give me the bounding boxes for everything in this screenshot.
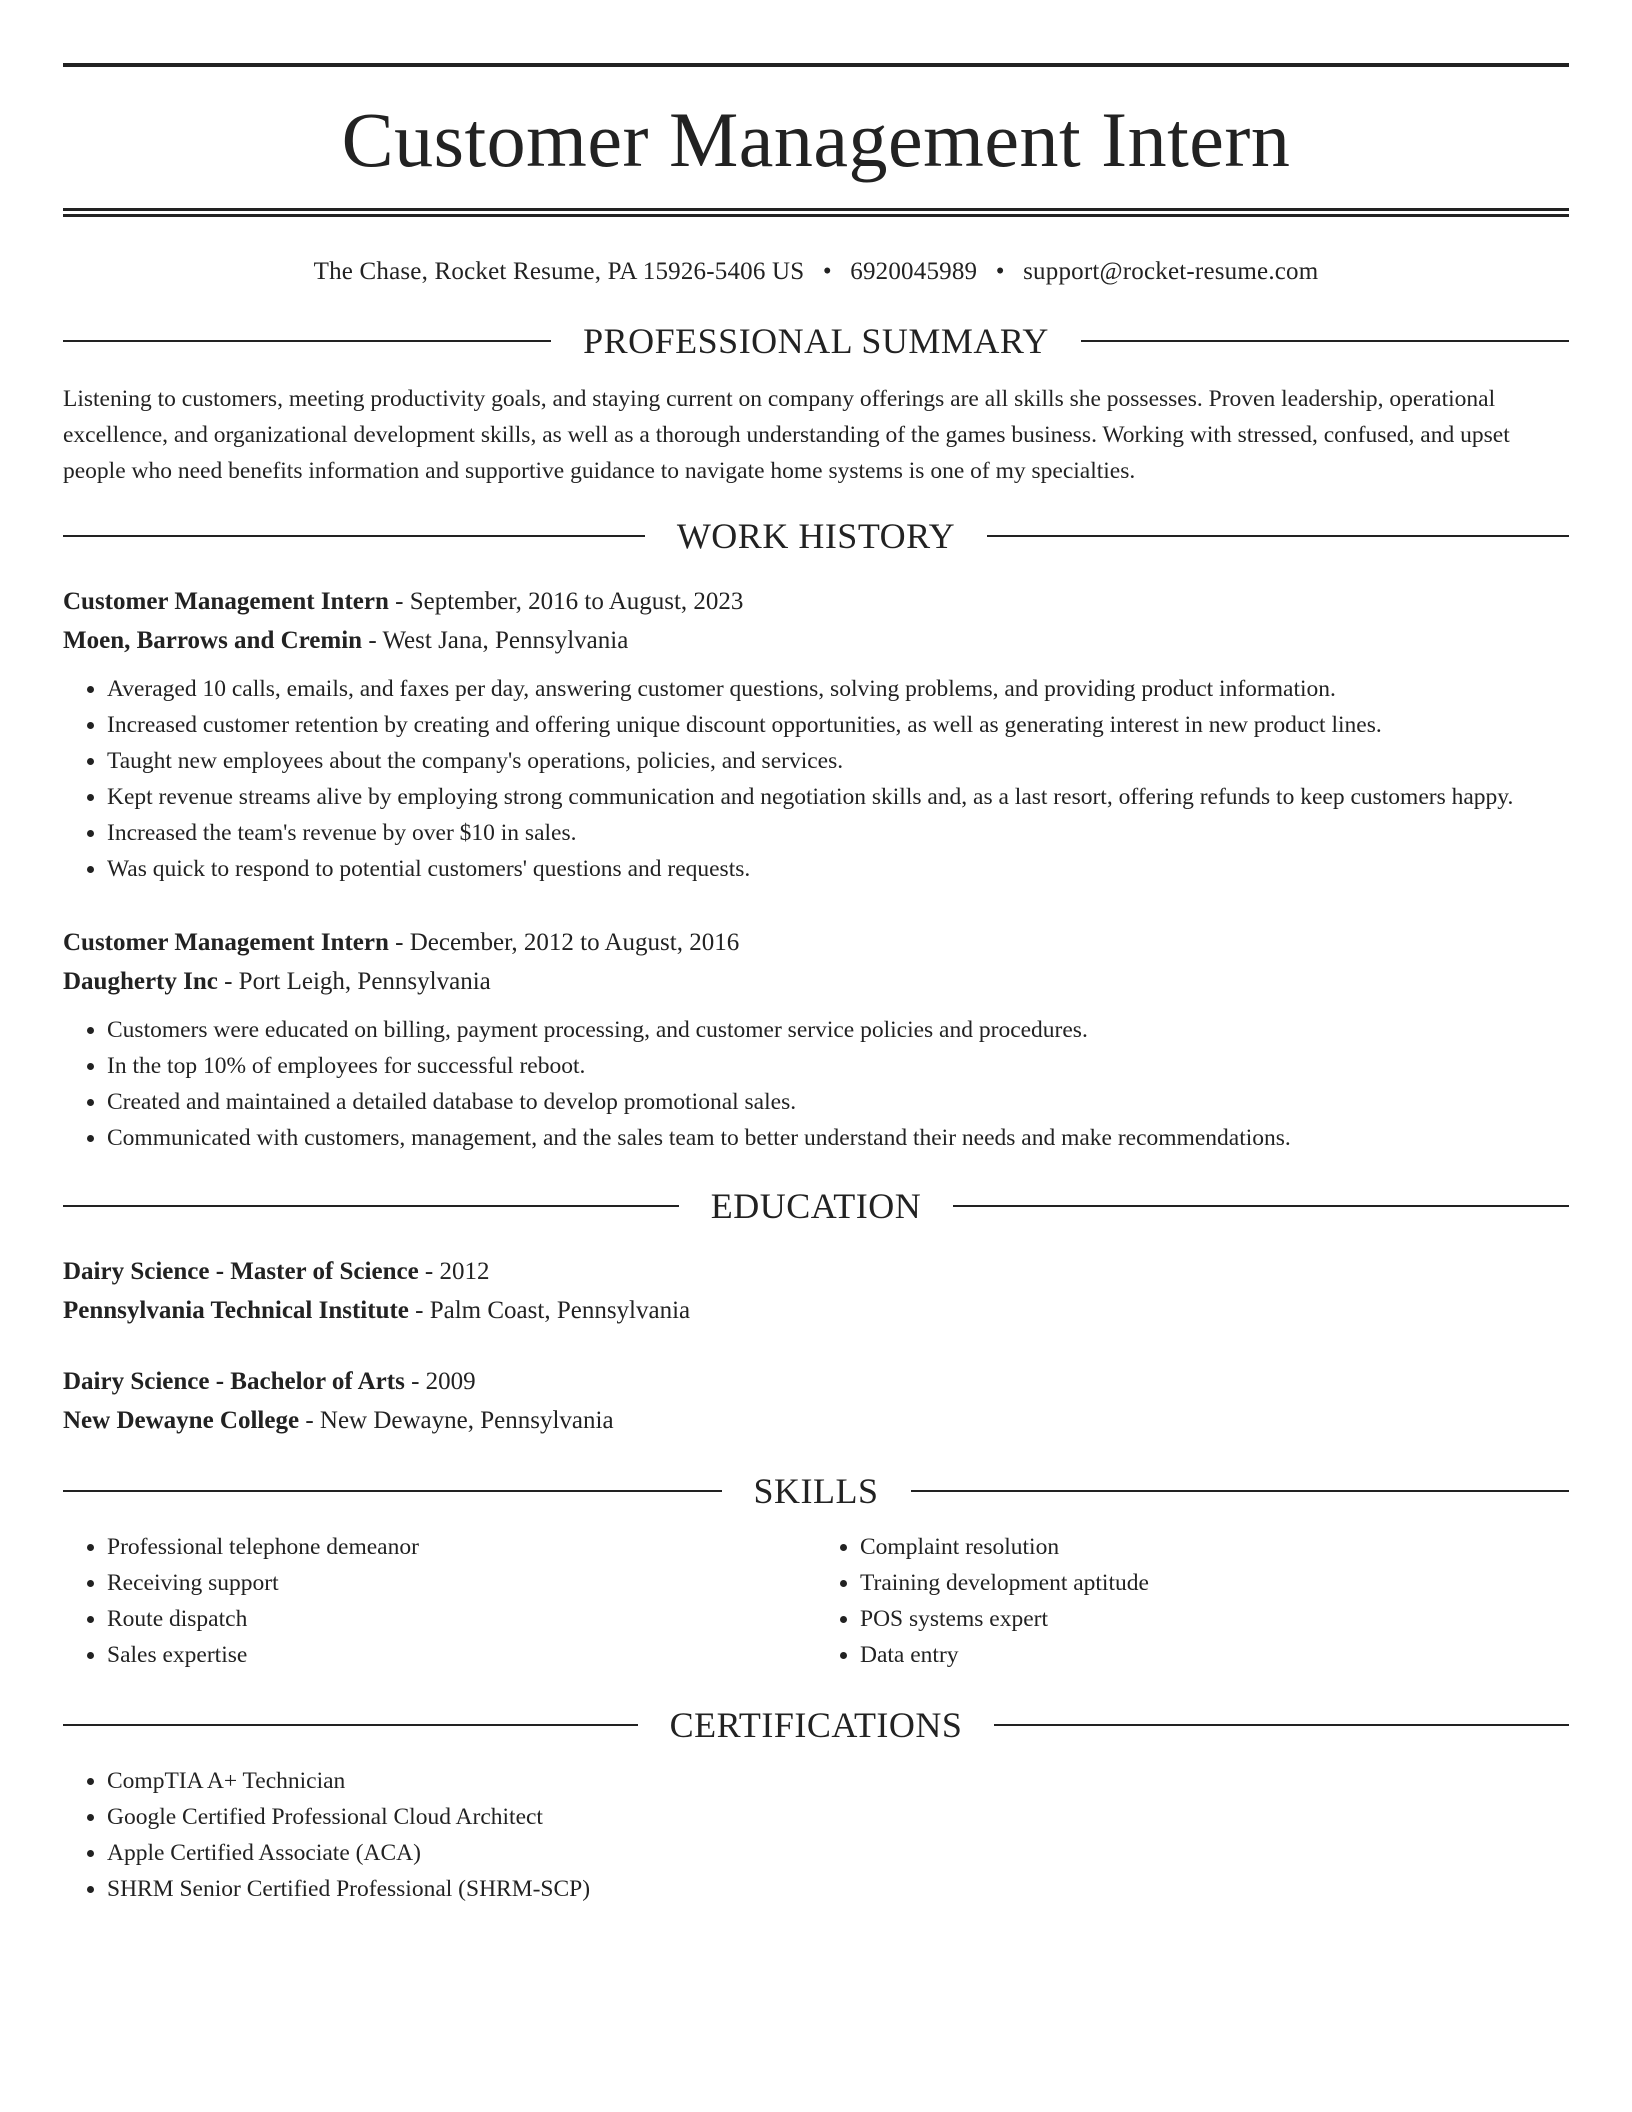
summary-text: Listening to customers, meeting productivity goals, and staying current on company offerings are all skills she possesses. Proven leadership, operational excellence, and organizational development skills, as well as a thorough understanding of the games business. Working with stressed, confused, and upset people who need benefits information and supportive guidance to navigate home systems is one of my specialties.	[63, 386, 1510, 484]
school: Pennsylvania Technical Institute	[63, 1297, 409, 1324]
contact-email: support@rocket-resume.com	[1023, 258, 1319, 285]
section-title: SKILLS	[753, 1471, 879, 1511]
contact-address: The Chase, Rocket Resume, PA 15926-5406 US	[313, 258, 805, 285]
degree-line	[63, 1252, 1569, 1291]
job-title: Customer Management Intern	[63, 588, 389, 615]
heading-rule	[987, 535, 1569, 537]
section-heading-education	[63, 1188, 1569, 1224]
list-item: • Professional telephone demeanor	[107, 1529, 816, 1565]
section-title: WORK HISTORY	[676, 516, 956, 556]
job-entry	[63, 923, 1569, 1156]
job-location: - West Jana, Pennsylvania	[362, 627, 629, 654]
job-title-line	[63, 582, 1569, 621]
list-item: • Communicated with customers, management, and the sales team to better understand their needs and make recommendations.	[107, 1120, 1569, 1156]
job-entry	[63, 582, 1569, 887]
list-item: • Receiving support	[107, 1565, 816, 1601]
list-item: • Sales expertise	[107, 1637, 816, 1673]
contact-phone: 6920045989	[850, 258, 978, 285]
degree-year: - 2009	[404, 1368, 476, 1395]
list-item: • Created and maintained a detailed database to develop promotional sales.	[107, 1084, 1569, 1120]
skills-list-right	[816, 1529, 1569, 1673]
heading-rule	[63, 340, 551, 342]
job-dates: - September, 2016 to August, 2023	[388, 588, 744, 615]
section-title: PROFESSIONAL SUMMARY	[583, 321, 1049, 361]
heading-rule	[911, 1490, 1570, 1492]
section-title: EDUCATION	[710, 1186, 922, 1226]
heading-rule	[994, 1724, 1569, 1726]
heading-rule	[953, 1205, 1569, 1207]
school-location: - New Dewayne, Pennsylvania	[299, 1407, 614, 1434]
job-company: Moen, Barrows and Cremin	[63, 627, 363, 654]
job-title: Customer Management Intern	[63, 929, 389, 956]
list-item: • Apple Certified Associate (ACA)	[107, 1835, 1569, 1871]
list-item: • Customers were educated on billing, payment processing, and customer service policies and procedures.	[107, 1012, 1569, 1048]
degree: Dairy Science - Master of Science	[63, 1258, 419, 1285]
job-company-line	[63, 621, 1569, 660]
school-location: - Palm Coast, Pennsylvania	[408, 1297, 691, 1324]
heading-rule	[63, 535, 645, 537]
job-dates: - December, 2012 to August, 2016	[388, 929, 740, 956]
top-rule	[63, 63, 1569, 67]
job-title-line	[63, 923, 1569, 962]
education-entry	[63, 1362, 1569, 1440]
list-item: • Data entry	[860, 1637, 1569, 1673]
contact-separator: •	[822, 258, 832, 285]
list-item: • Increased customer retention by creating and offering unique discount opportunities, as well as generating interest in new product lines.	[107, 707, 1569, 743]
job-bullets	[63, 1012, 1569, 1156]
job-bullets	[63, 671, 1569, 887]
heading-rule	[63, 1724, 638, 1726]
section-heading-work-history	[63, 518, 1569, 554]
skills-grid	[63, 1529, 1569, 1673]
degree-line	[63, 1362, 1569, 1401]
heading-rule	[63, 1205, 679, 1207]
section-title: CERTIFICATIONS	[669, 1705, 963, 1745]
list-item: • SHRM Senior Certified Professional (SHRM-SCP)	[107, 1871, 1569, 1907]
list-item: • In the top 10% of employees for successful reboot.	[107, 1048, 1569, 1084]
list-item: • Kept revenue streams alive by employing strong communication and negotiation skills and, as a last resort, offering refunds to keep customers happy.	[107, 779, 1569, 815]
school-line	[63, 1291, 1569, 1330]
degree: Dairy Science - Bachelor of Arts	[63, 1368, 405, 1395]
list-item: • POS systems expert	[860, 1601, 1569, 1637]
contact-line	[63, 257, 1569, 287]
list-item: • Was quick to respond to potential customers' questions and requests.	[107, 851, 1569, 887]
list-item: • CompTIA A+ Technician	[107, 1763, 1569, 1799]
list-item: • Complaint resolution	[860, 1529, 1569, 1565]
list-item: • Route dispatch	[107, 1601, 816, 1637]
list-item: • Averaged 10 calls, emails, and faxes per day, answering customer questions, solving problems, and providing product information.	[107, 671, 1569, 707]
heading-rule	[1081, 340, 1569, 342]
job-company-line	[63, 962, 1569, 1001]
section-heading-skills	[63, 1473, 1569, 1509]
list-item: • Training development aptitude	[860, 1565, 1569, 1601]
heading-rule	[63, 1490, 722, 1492]
resume-title: Customer Management Intern	[341, 96, 1291, 183]
section-heading-certifications	[63, 1707, 1569, 1743]
job-location: - Port Leigh, Pennsylvania	[217, 968, 491, 995]
education-entry	[63, 1252, 1569, 1330]
school-line	[63, 1401, 1569, 1440]
school: New Dewayne College	[63, 1407, 300, 1434]
section-heading-summary	[63, 323, 1569, 359]
list-item: • Taught new employees about the company's operations, policies, and services.	[107, 743, 1569, 779]
contact-separator: •	[995, 258, 1005, 285]
certifications-list	[63, 1763, 1569, 1907]
degree-year: - 2012	[418, 1258, 490, 1285]
job-company: Daugherty Inc	[63, 968, 218, 995]
title-double-rule	[63, 208, 1569, 217]
skills-list-left	[63, 1529, 816, 1673]
list-item: • Increased the team's revenue by over $10 in sales.	[107, 815, 1569, 851]
list-item: • Google Certified Professional Cloud Architect	[107, 1799, 1569, 1835]
